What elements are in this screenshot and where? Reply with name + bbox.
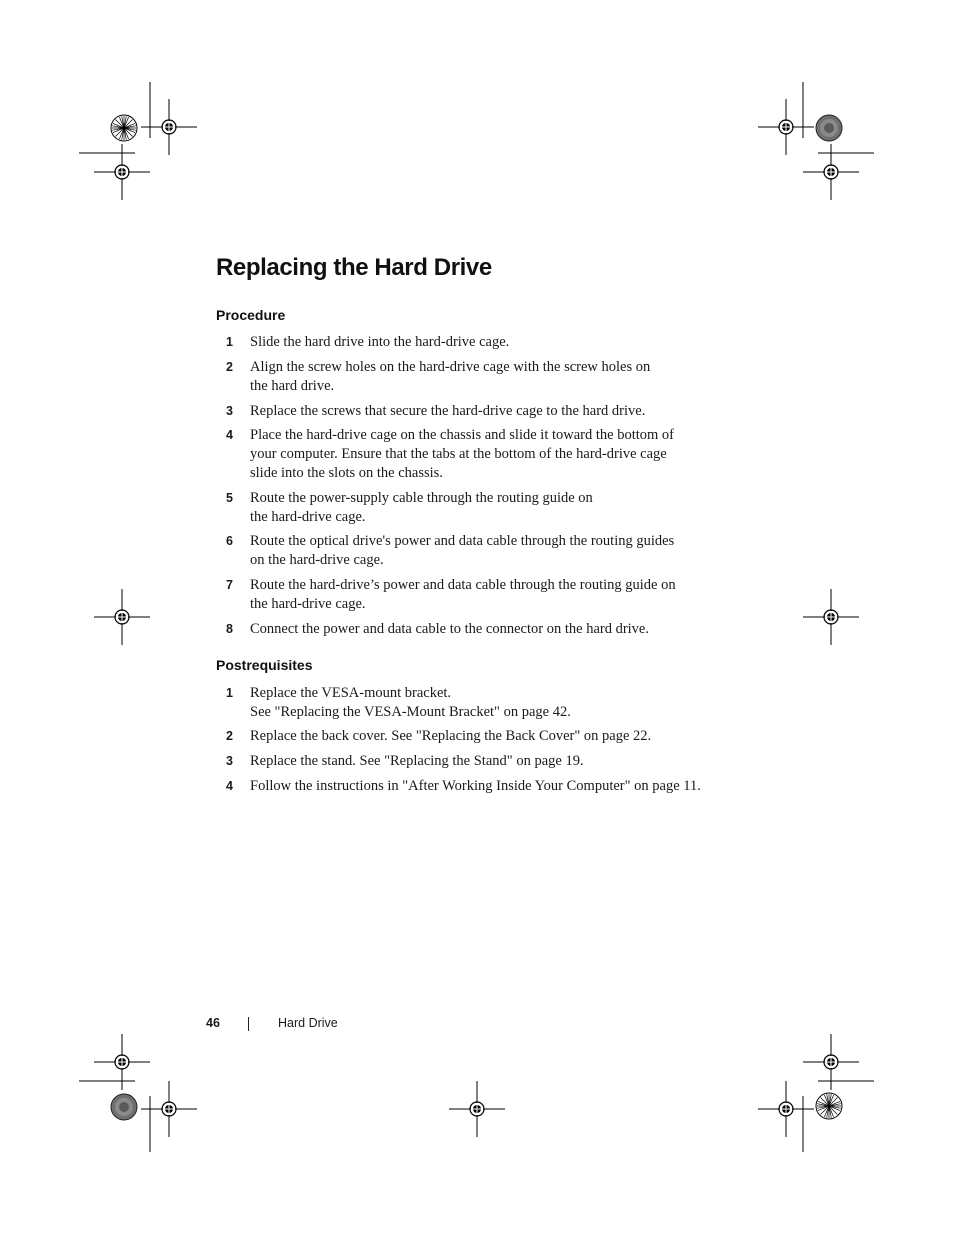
footer-chapter-title: Hard Drive <box>278 1016 338 1030</box>
step-number: 6 <box>226 534 233 548</box>
step-number: 3 <box>226 404 233 418</box>
step-text-line: Replace the stand. See "Replacing the Stand" on page 19. <box>250 753 584 769</box>
step-number: 4 <box>226 428 233 442</box>
page-title: Replacing the Hard Drive <box>216 254 492 281</box>
step-text-line: Route the power-supply cable through the routing guide on <box>250 490 593 506</box>
step-text-line: your computer. Ensure that the tabs at the bottom of the hard-drive cage <box>250 446 667 462</box>
step-number: 4 <box>226 779 233 793</box>
footer-divider <box>248 1017 249 1031</box>
step-text-line: Connect the power and data cable to the connector on the hard drive. <box>250 621 649 637</box>
step-text-line: Slide the hard drive into the hard-drive cage. <box>250 334 510 350</box>
step-text-line: Route the optical drive's power and data cable through the routing guides <box>250 533 675 549</box>
page-number: 46 <box>206 1016 220 1030</box>
step-text-line: Follow the instructions in "After Working Inside Your Computer" on page 11. <box>250 778 701 794</box>
step-text-line: Route the hard-drive’s power and data cable through the routing guide on <box>250 577 676 593</box>
step-text-line: Align the screw holes on the hard-drive cage with the screw holes on <box>250 359 651 375</box>
procedure-heading: Procedure <box>216 307 286 323</box>
step-number: 8 <box>226 622 233 636</box>
step-number: 2 <box>226 729 233 743</box>
step-text-line: the hard-drive cage. <box>250 509 366 525</box>
step-text-line: the hard-drive cage. <box>250 596 366 612</box>
step-text-line: Place the hard-drive cage on the chassis and slide it toward the bottom of <box>250 427 674 443</box>
step-text-line: Replace the screws that secure the hard-drive cage to the hard drive. <box>250 403 646 419</box>
step-number: 7 <box>226 578 233 592</box>
step-text-line: slide into the slots on the chassis. <box>250 465 443 481</box>
postrequisites-heading: Postrequisites <box>216 657 313 673</box>
step-number: 3 <box>226 754 233 768</box>
step-number: 1 <box>226 686 233 700</box>
step-text-line: on the hard-drive cage. <box>250 552 384 568</box>
step-number: 5 <box>226 491 233 505</box>
step-text-line: the hard drive. <box>250 378 335 394</box>
step-number: 2 <box>226 360 233 374</box>
step-number: 1 <box>226 335 233 349</box>
step-text-line: Replace the VESA-mount bracket. <box>250 685 452 701</box>
step-text-line: Replace the back cover. See "Replacing the Back Cover" on page 22. <box>250 728 652 744</box>
step-text-line: See "Replacing the VESA-Mount Bracket" on page 42. <box>250 704 571 720</box>
